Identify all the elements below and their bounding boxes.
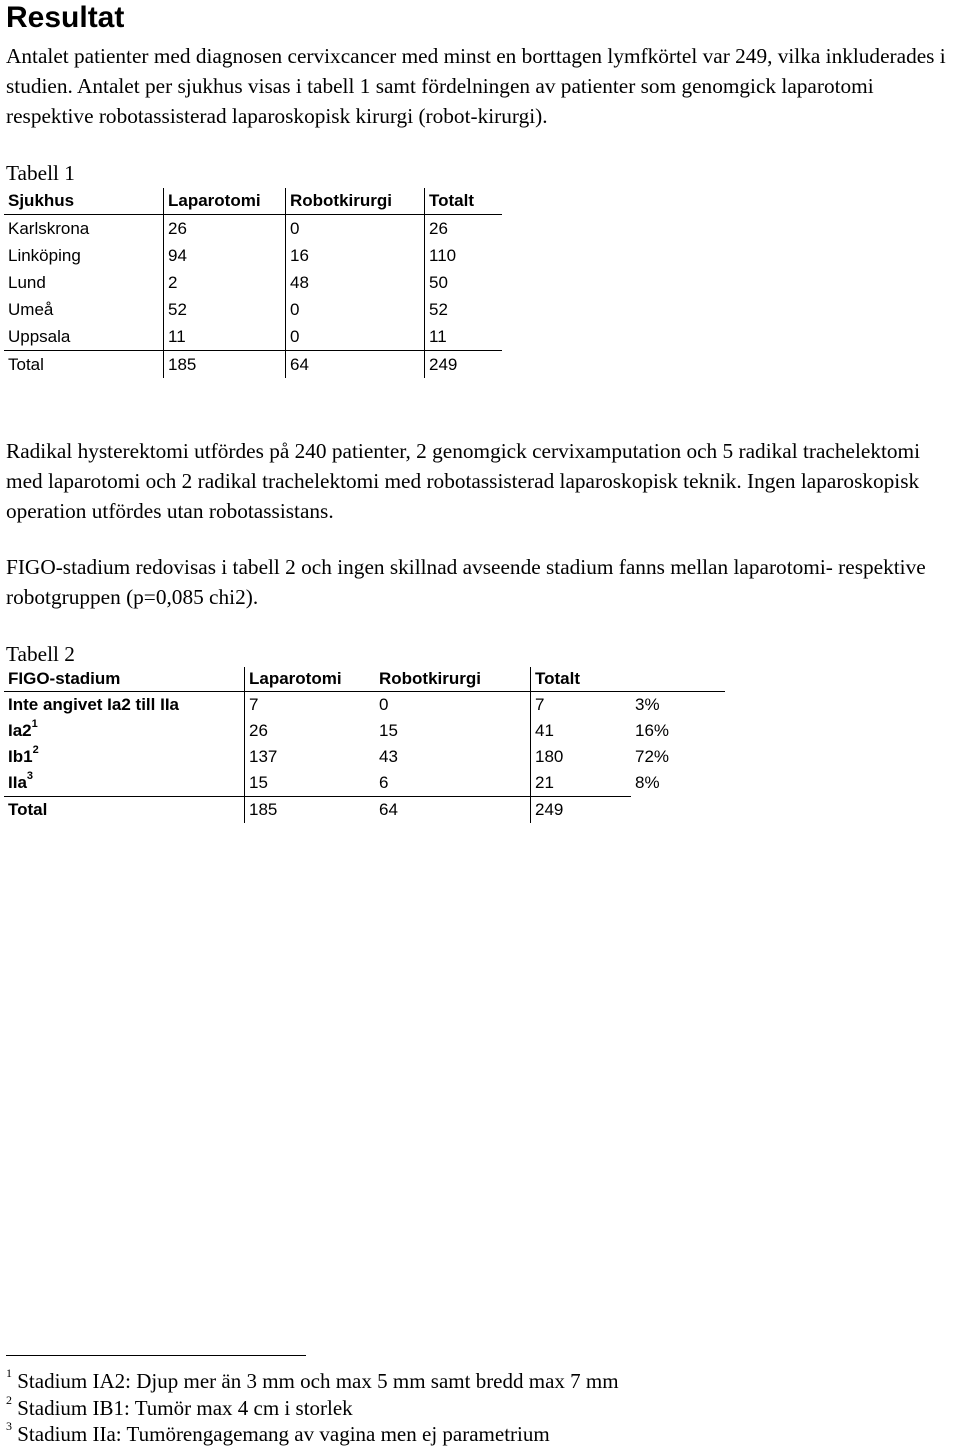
table2-caption: Tabell 2 (6, 642, 75, 666)
footnote-ref: 2 (32, 744, 39, 757)
table-cell: 64 (286, 351, 425, 379)
table-cell: 137 (245, 744, 376, 770)
table-cell: 43 (379, 747, 398, 766)
table-cell: 26 (164, 215, 286, 243)
table-cell: 50 (425, 269, 503, 296)
table-row (4, 269, 502, 296)
table-row (4, 296, 502, 323)
table-cell: 7 (531, 692, 632, 719)
table-cell: 0 (286, 215, 425, 243)
footnote-text: Stadium IIa: Tumörengagemang av vagina men ej parametrium (17, 1422, 550, 1446)
table-cell: 64 (375, 797, 531, 824)
table-cell: 8% (635, 773, 660, 793)
section-heading: Resultat (6, 1, 125, 34)
table-cell: 11 (164, 323, 286, 351)
table-cell: Umeå (8, 299, 54, 319)
table-row-total (4, 797, 725, 824)
table-cell: 16% (635, 721, 670, 740)
table-cell: 94 (164, 242, 286, 269)
table2-header-percent (631, 667, 725, 692)
table-cell: 16 (286, 242, 425, 269)
stage-label: Inte angivet Ia2 till IIa (8, 695, 179, 714)
table1-header-robotkirurgi: Robotkirurgi (286, 188, 425, 215)
table-cell (4, 770, 245, 797)
table-cell: Karlskrona (8, 218, 90, 238)
table-cell: 0 (379, 695, 389, 714)
table-cell (4, 692, 245, 719)
table-cell: 21 (531, 770, 632, 797)
footnote-text: Stadium IB1: Tumör max 4 cm i storlek (17, 1396, 353, 1420)
table-cell: 52 (425, 296, 503, 323)
footnote (6, 1421, 550, 1448)
table-cell: 48 (286, 269, 425, 296)
table-cell: 249 (425, 351, 503, 379)
table-cell (631, 797, 725, 824)
footnote-ref: 1 (31, 718, 38, 731)
stage-label: IIa (8, 773, 27, 792)
footnote (6, 1395, 353, 1422)
table-cell: 3% (635, 695, 660, 714)
surgery-paragraph: Radikal hysterektomi utfördes på 240 patienter, 2 genomgick cervixamputation och 5 radikal trachelektomi med laparotomi och 2 radikal trachelektomi med robotassisterad laparoskopisk teknik. Ingen laparoskopisk operation utfördes utan robotassistans. (6, 439, 921, 523)
table2-header-robotkirurgi: Robotkirurgi (375, 667, 531, 692)
figo-paragraph: FIGO-stadium redovisas i tabell 2 och ingen skillnad avseende stadium fanns mellan laparotomi- respektive robotgruppen (p=0,085 chi2). (6, 555, 926, 609)
stage-label: Total (8, 800, 48, 819)
footnote-ref: 3 (26, 770, 34, 783)
table-cell: Lund (8, 272, 46, 292)
table-cell (4, 797, 245, 824)
footnote-number: 3 (6, 1419, 12, 1433)
table1 (4, 188, 502, 378)
table2 (4, 667, 725, 823)
table-cell: 41 (531, 718, 632, 744)
table-cell: 72% (635, 747, 670, 766)
table-row (4, 215, 502, 243)
footnote-divider (6, 1355, 306, 1356)
table-cell: 110 (425, 242, 503, 269)
table-cell: Linköping (8, 245, 81, 265)
table2-header-row (4, 667, 725, 692)
table-cell: 0 (286, 296, 425, 323)
footnote (6, 1368, 619, 1395)
table1-header-laparotomi: Laparotomi (164, 188, 286, 215)
table-cell (4, 718, 245, 744)
table-cell: 180 (531, 744, 632, 770)
table-cell: 7 (245, 692, 376, 719)
table2-header-totalt: Totalt (531, 667, 632, 692)
table-cell (4, 744, 245, 770)
table-row-total (4, 351, 502, 379)
table-row (4, 744, 725, 770)
table-cell: 6 (379, 773, 389, 792)
table-cell: 249 (531, 797, 632, 824)
table-cell: Total (4, 351, 164, 379)
table-row (4, 323, 502, 351)
table-cell: 0 (286, 323, 425, 351)
table-cell: 15 (245, 770, 376, 797)
table-row (4, 242, 502, 269)
table-row (4, 692, 725, 719)
table-cell: 2 (164, 269, 286, 296)
footnote-number: 2 (6, 1393, 12, 1407)
table-cell: 15 (379, 721, 398, 740)
footnote-text: Stadium IA2: Djup mer än 3 mm och max 5 mm samt bredd max 7 mm (17, 1369, 619, 1393)
table-cell: 185 (164, 351, 286, 379)
table-cell: 185 (245, 797, 376, 824)
table1-caption: Tabell 1 (6, 161, 75, 185)
table-row (4, 718, 725, 744)
table1-header-row (4, 188, 502, 215)
table-row (4, 770, 725, 797)
table-cell: 26 (245, 718, 376, 744)
table-cell: 11 (425, 323, 503, 351)
table2-header-figo: FIGO-stadium (4, 667, 245, 692)
footnote-number: 1 (6, 1366, 12, 1380)
table2-header-laparotomi: Laparotomi (245, 667, 376, 692)
table-cell: 26 (425, 215, 503, 243)
table-cell: 52 (164, 296, 286, 323)
stage-label: Ib1 (8, 747, 33, 766)
table-cell: Uppsala (8, 326, 71, 346)
table1-header-sjukhus: Sjukhus (4, 188, 164, 215)
stage-label: Ia2 (8, 721, 32, 740)
table1-header-totalt: Totalt (425, 188, 503, 215)
intro-paragraph: Antalet patienter med diagnosen cervixcancer med minst en borttagen lymfkörtel var 249, vilka inkluderades i studien. Antalet per sjukhus visas i tabell 1 samt fördelningen av patienter som genomgick laparotomi respektive robotassisterad laparoskopisk kirurgi (robot-kirurgi). (6, 44, 946, 128)
